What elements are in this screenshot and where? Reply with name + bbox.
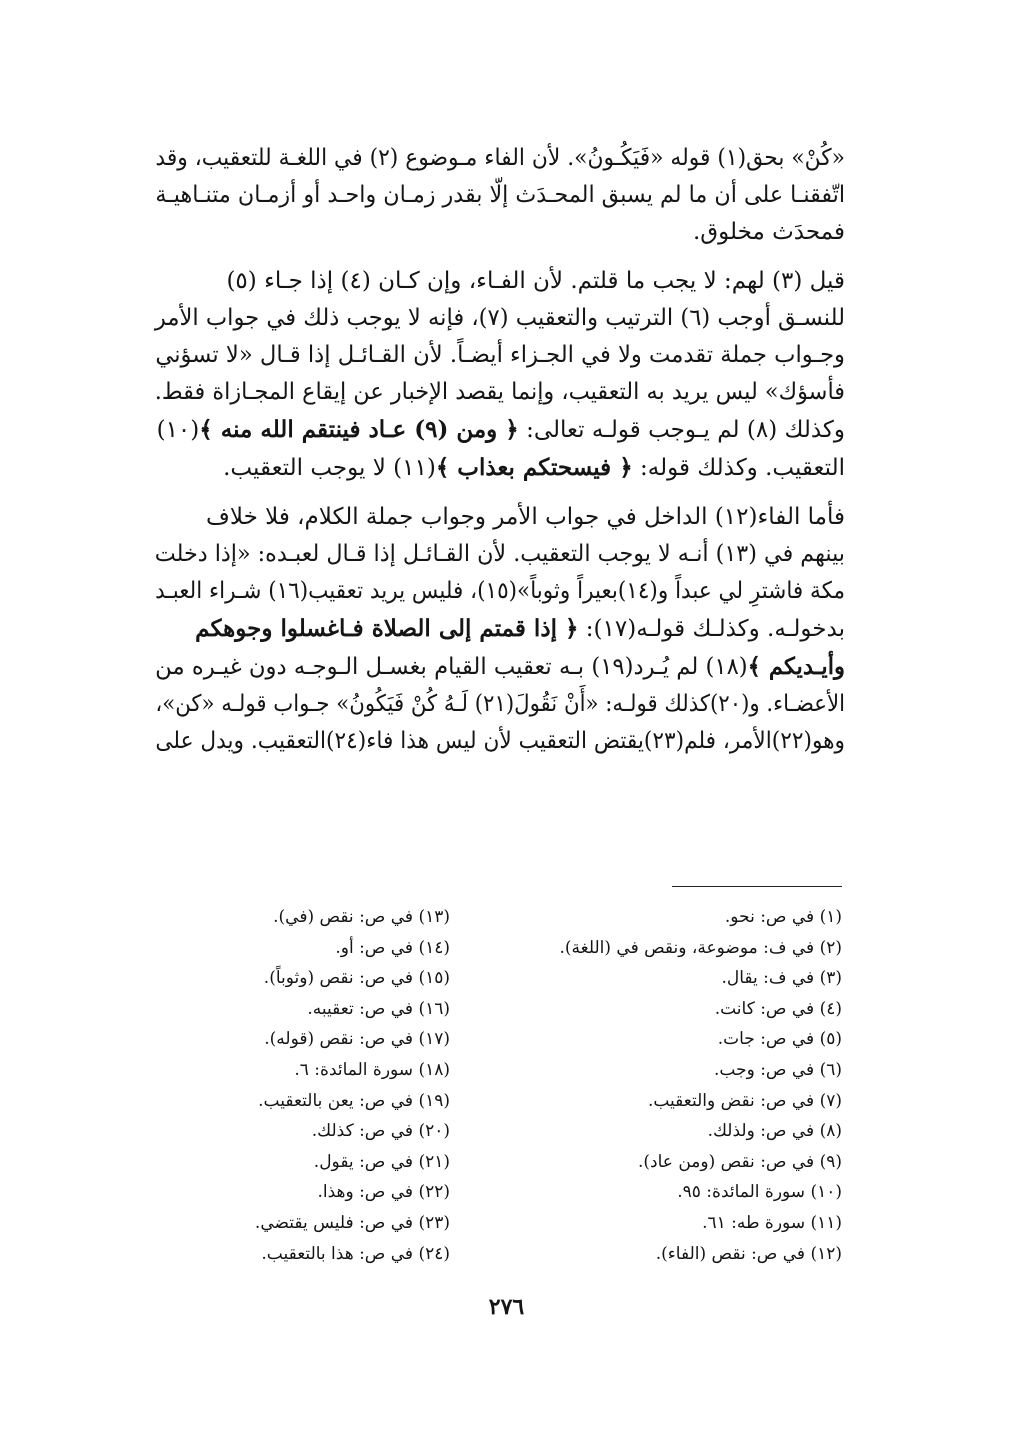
footnote: (٥) في ص: جات. bbox=[717, 1029, 842, 1050]
text-line: للنسـق أوجب (٦) الترتيب والتعقيب (٧)، فإنه لا يوجب ذلك في جواب الأمر bbox=[154, 305, 845, 331]
footnote: (١٢) في ص: نقص (الفاء). bbox=[655, 1243, 842, 1264]
footnote-separator bbox=[672, 886, 842, 887]
text-line: فأسؤك» ليس يريد به التعقيب، وإنما يقصد الإخبار عن إيقاع المجـازاة فقط. bbox=[154, 379, 845, 405]
text-line: وجـواب جملة تقدمت ولا في الجـزاء أيضـاً. لأن القـائـل إذا قـال «لا تسؤني bbox=[155, 342, 845, 368]
text-line: بينهم في (١٣) أنـه لا يوجب التعقيب. لأن القـائـل إذا قـال لعبـده: «إذا دخلت bbox=[154, 541, 845, 567]
footnote: (١٨) سورة المائدة: ٦. bbox=[294, 1059, 450, 1080]
footnote: (١) في ص: نحو. bbox=[724, 907, 842, 927]
footnote: (١٤) في ص: أو. bbox=[335, 937, 450, 958]
text-line: وهو(٢٢)الأمر، فلم(٢٣)يقتض التعقيب لأن ليس هذا فاء(٢٤)التعقيب. ويدل على bbox=[155, 728, 845, 754]
text-line: فمحدَث مخلوق. bbox=[693, 219, 845, 245]
paragraph-2 bbox=[155, 263, 845, 487]
footnote: (٩) في ص: نقص (ومن عاد). bbox=[638, 1151, 842, 1172]
text-line: وأيـديكم ﴾(١٨) لم يُـرد(١٩) بـه تعقيب القيام بغسـل الـوجـه دون غيـره من bbox=[155, 653, 845, 680]
main-text bbox=[155, 140, 845, 760]
footnotes-right-column bbox=[552, 902, 842, 1269]
footnote: (٢٤) في ص: هذا بالتعقيب. bbox=[261, 1243, 450, 1264]
text-line: وكذلك (٨) لم يـوجب قولـه تعالى: ﴿ ومن (٩) عـاد فينتقم الله منه ﴾(١٠) bbox=[156, 416, 845, 443]
text-line: مكة فاشترِ لي عبداً و(١٤)بعيراً وثوباً»(١٥)، فليس يريد تعقيب(١٦) شـراء العبـد bbox=[155, 578, 845, 604]
footnote: (٢٣) في ص: فليس يقتضي. bbox=[254, 1212, 450, 1233]
footnote: (٢) في ف: موضوعة، ونقص في (اللغة). bbox=[559, 937, 842, 958]
footnote: (١٩) في ص: يعن بالتعقيب. bbox=[258, 1090, 450, 1111]
footnote: (١٦) في ص: تعقيبه. bbox=[307, 998, 450, 1019]
text-line: اتّفقنـا على أن ما لم يسبق المحـدَث إلّا بقدر زمـان واحـد أو أزمـان متنـاهيـة bbox=[155, 182, 845, 208]
text-line: فأما الفاء(١٢) الداخل في جواب الأمر وجواب جملة الكلام، فلا خلاف bbox=[206, 504, 845, 530]
text-line: قيل (٣) لهم: لا يجب ما قلتم. لأن الفـاء، وإن كـان (٤) إذا جـاء (٥) bbox=[226, 268, 845, 294]
text-line: التعقيب. وكذلك قوله: ﴿ فيسحتكم بعذاب ﴾(١١) لا يوجب التعقيب. bbox=[223, 454, 845, 481]
text-line: بدخولـه. وكذلـك قولـه(١٧): ﴿ إذا قمتم إلى الصلاة فـاغسلوا وجوهكم bbox=[195, 615, 845, 642]
footnote: (١٣) في ص: نقص (في). bbox=[273, 907, 450, 927]
text-line: «كُنْ» بحق(١) قوله «فَيَكُـونُ». لأن الفاء مـوضوع (٢) في اللغـة للتعقيب، وقد bbox=[155, 145, 845, 171]
footnote: (٣) في ف: يقال. bbox=[721, 968, 842, 989]
footnote: (١١) سورة طه: ٦١. bbox=[702, 1212, 842, 1233]
text-line: الأعضـاء. و(٢٠)كذلك قولـه: «أَنْ نَقُولَ(٢١) لَـهُ كُنْ فَيَكُونُ» جـواب قولـه «كن»، bbox=[155, 691, 845, 717]
footnote: (٨) في ص: ولذلك. bbox=[707, 1121, 842, 1142]
paragraph-3 bbox=[155, 499, 845, 760]
paragraph-1 bbox=[155, 140, 845, 251]
footnote: (١٠) سورة المائدة: ٩٥. bbox=[677, 1182, 842, 1203]
page-number: ٢٧٦ bbox=[488, 1294, 525, 1320]
footnote: (٢٢) في ص: وهذا. bbox=[317, 1182, 450, 1203]
footnote: (٧) في ص: نقض والتعقيب. bbox=[647, 1090, 842, 1111]
footnote: (١٥) في ص: نقص (وثوباً). bbox=[263, 968, 450, 989]
footnote: (٦) في ص: وجب. bbox=[713, 1059, 842, 1080]
footnote: (٤) في ص: كانت. bbox=[714, 998, 842, 1019]
footnote: (٢٠) في ص: كذلك. bbox=[311, 1121, 450, 1142]
footnotes-left-column bbox=[160, 902, 450, 1269]
footnote: (٢١) في ص: يقول. bbox=[313, 1151, 450, 1172]
footnote: (١٧) في ص: نقص (قوله). bbox=[264, 1029, 450, 1050]
